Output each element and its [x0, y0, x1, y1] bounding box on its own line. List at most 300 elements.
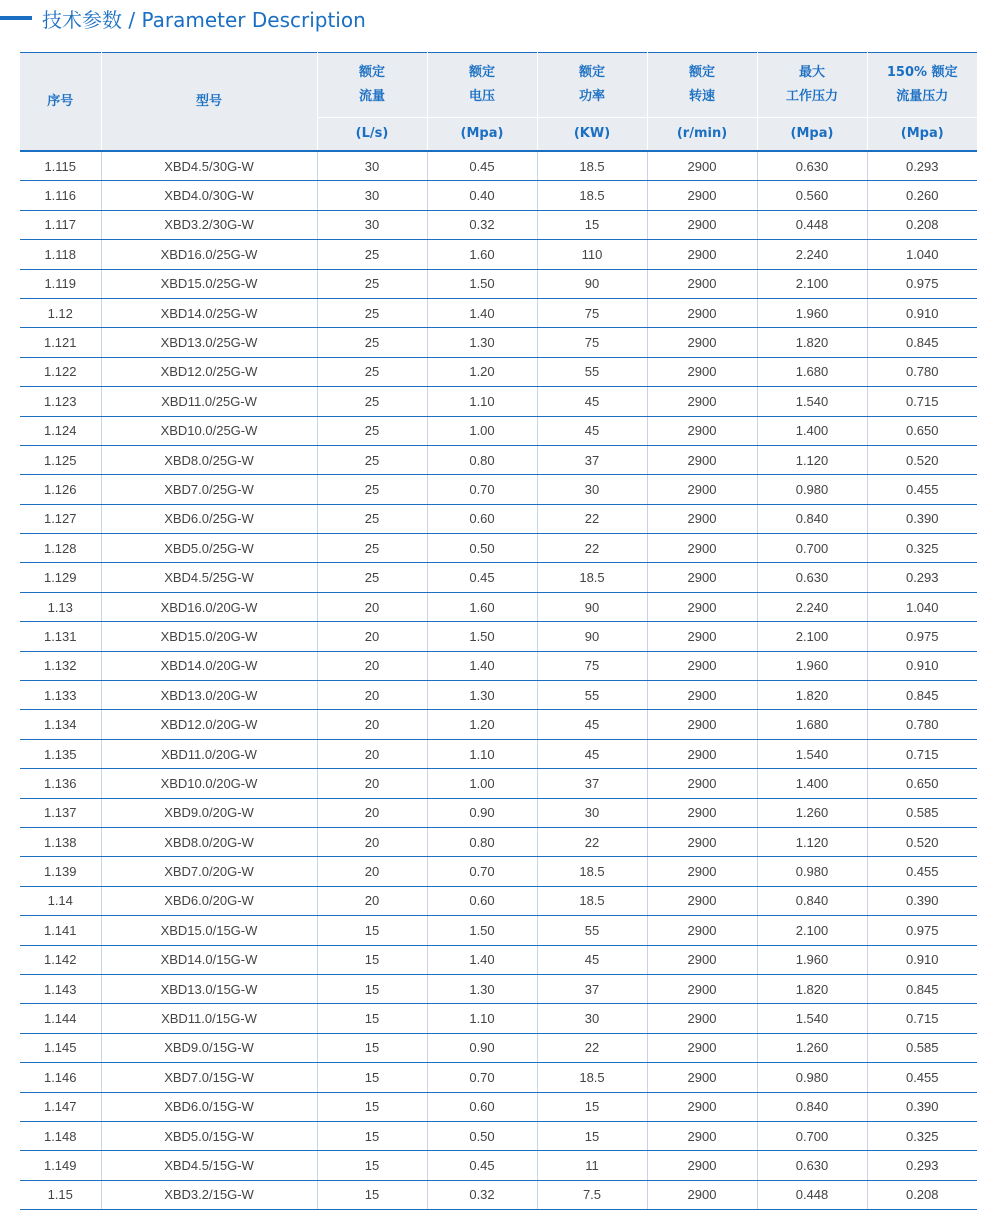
table-row [20, 504, 977, 533]
unit-power: (KW) [537, 118, 647, 152]
cell-power: 22 [537, 1033, 647, 1062]
cell-speed: 2900 [647, 387, 757, 416]
cell-flow-pressure: 0.845 [867, 974, 977, 1003]
table-row [20, 827, 977, 856]
cell-seq: 1.13 [20, 592, 101, 621]
cell-model: XBD6.0/20G-W [101, 886, 317, 915]
cell-speed: 2900 [647, 622, 757, 651]
cell-power: 15 [537, 1092, 647, 1121]
cell-speed: 2900 [647, 416, 757, 445]
cell-flow-pressure: 0.325 [867, 534, 977, 563]
cell-seq: 1.146 [20, 1063, 101, 1092]
cell-pressure: 1.40 [427, 298, 537, 327]
cell-power: 55 [537, 357, 647, 386]
cell-flow: 15 [317, 916, 427, 945]
cell-speed: 2900 [647, 269, 757, 298]
cell-power: 45 [537, 710, 647, 739]
cell-speed: 2900 [647, 475, 757, 504]
cell-flow-pressure: 0.910 [867, 298, 977, 327]
cell-power: 45 [537, 739, 647, 768]
cell-seq: 1.129 [20, 563, 101, 592]
cell-seq: 1.118 [20, 240, 101, 269]
cell-power: 37 [537, 769, 647, 798]
cell-power: 37 [537, 974, 647, 1003]
cell-flow-pressure: 0.585 [867, 798, 977, 827]
cell-max-pressure: 2.100 [757, 622, 867, 651]
table-row [20, 592, 977, 621]
cell-flow: 25 [317, 328, 427, 357]
cell-seq: 1.136 [20, 769, 101, 798]
cell-pressure: 0.32 [427, 210, 537, 239]
cell-speed: 2900 [647, 298, 757, 327]
cell-flow: 20 [317, 710, 427, 739]
cell-flow-pressure: 0.910 [867, 945, 977, 974]
cell-max-pressure: 0.840 [757, 886, 867, 915]
cell-max-pressure: 2.240 [757, 240, 867, 269]
table-row [20, 1092, 977, 1121]
cell-max-pressure: 0.840 [757, 1092, 867, 1121]
cell-model: XBD15.0/20G-W [101, 622, 317, 651]
cell-model: XBD13.0/20G-W [101, 681, 317, 710]
table-row [20, 475, 977, 504]
cell-max-pressure: 1.960 [757, 651, 867, 680]
cell-flow-pressure: 0.325 [867, 1121, 977, 1150]
cell-max-pressure: 0.840 [757, 504, 867, 533]
cell-model: XBD5.0/15G-W [101, 1121, 317, 1150]
cell-power: 30 [537, 798, 647, 827]
cell-seq: 1.145 [20, 1033, 101, 1062]
cell-model: XBD14.0/25G-W [101, 298, 317, 327]
cell-seq: 1.131 [20, 622, 101, 651]
cell-flow-pressure: 0.780 [867, 710, 977, 739]
cell-flow: 15 [317, 1004, 427, 1033]
header-flow-pressure: 150% 额定 流量压力 [867, 53, 977, 118]
header-speed: 额定 转速 [647, 53, 757, 118]
cell-power: 15 [537, 1121, 647, 1150]
cell-flow: 25 [317, 240, 427, 269]
cell-flow-pressure: 0.390 [867, 504, 977, 533]
cell-flow-pressure: 0.650 [867, 416, 977, 445]
cell-pressure: 1.50 [427, 269, 537, 298]
cell-max-pressure: 1.540 [757, 387, 867, 416]
cell-max-pressure: 1.820 [757, 974, 867, 1003]
cell-max-pressure: 1.400 [757, 416, 867, 445]
cell-max-pressure: 1.540 [757, 1004, 867, 1033]
cell-flow: 20 [317, 769, 427, 798]
table-body [20, 151, 977, 1210]
cell-seq: 1.14 [20, 886, 101, 915]
cell-seq: 1.126 [20, 475, 101, 504]
cell-speed: 2900 [647, 151, 757, 181]
cell-speed: 2900 [647, 739, 757, 768]
cell-max-pressure: 2.240 [757, 592, 867, 621]
cell-max-pressure: 1.820 [757, 328, 867, 357]
header-pressure: 额定 电压 [427, 53, 537, 118]
cell-model: XBD14.0/20G-W [101, 651, 317, 680]
unit-pressure: (Mpa) [427, 118, 537, 152]
cell-model: XBD6.0/15G-W [101, 1092, 317, 1121]
cell-max-pressure: 1.120 [757, 827, 867, 856]
cell-seq: 1.138 [20, 827, 101, 856]
cell-model: XBD12.0/25G-W [101, 357, 317, 386]
table-row [20, 651, 977, 680]
cell-pressure: 0.45 [427, 563, 537, 592]
cell-pressure: 1.10 [427, 739, 537, 768]
cell-speed: 2900 [647, 357, 757, 386]
cell-flow: 15 [317, 1033, 427, 1062]
cell-power: 18.5 [537, 181, 647, 210]
cell-flow: 25 [317, 416, 427, 445]
cell-seq: 1.142 [20, 945, 101, 974]
cell-model: XBD4.5/30G-W [101, 151, 317, 181]
cell-power: 18.5 [537, 857, 647, 886]
cell-flow-pressure: 0.260 [867, 181, 977, 210]
cell-max-pressure: 0.630 [757, 151, 867, 181]
section-title: 技术参数 / Parameter Description [42, 8, 366, 32]
cell-speed: 2900 [647, 857, 757, 886]
cell-max-pressure: 0.630 [757, 563, 867, 592]
table-row [20, 886, 977, 915]
cell-flow: 25 [317, 475, 427, 504]
cell-max-pressure: 0.448 [757, 210, 867, 239]
table-row [20, 387, 977, 416]
cell-power: 110 [537, 240, 647, 269]
header-flow: 额定 流量 [317, 53, 427, 118]
unit-flow-pressure: (Mpa) [867, 118, 977, 152]
cell-flow-pressure: 0.390 [867, 886, 977, 915]
cell-model: XBD12.0/20G-W [101, 710, 317, 739]
cell-pressure: 0.50 [427, 534, 537, 563]
table-row [20, 1121, 977, 1150]
cell-seq: 1.141 [20, 916, 101, 945]
cell-max-pressure: 0.448 [757, 1180, 867, 1209]
cell-speed: 2900 [647, 181, 757, 210]
cell-pressure: 0.80 [427, 827, 537, 856]
cell-flow: 20 [317, 681, 427, 710]
cell-pressure: 1.00 [427, 769, 537, 798]
cell-seq: 1.135 [20, 739, 101, 768]
cell-flow-pressure: 0.975 [867, 916, 977, 945]
cell-pressure: 1.00 [427, 416, 537, 445]
cell-speed: 2900 [647, 651, 757, 680]
table-row [20, 240, 977, 269]
table-row [20, 416, 977, 445]
cell-pressure: 1.20 [427, 710, 537, 739]
cell-speed: 2900 [647, 710, 757, 739]
header-model: 型号 [101, 53, 317, 152]
cell-flow-pressure: 0.585 [867, 1033, 977, 1062]
cell-max-pressure: 0.630 [757, 1151, 867, 1180]
cell-flow: 15 [317, 1180, 427, 1209]
cell-flow: 20 [317, 886, 427, 915]
cell-flow-pressure: 0.455 [867, 857, 977, 886]
cell-power: 7.5 [537, 1180, 647, 1209]
cell-flow-pressure: 0.293 [867, 1151, 977, 1180]
cell-seq: 1.125 [20, 445, 101, 474]
table-row [20, 1180, 977, 1209]
cell-pressure: 1.50 [427, 622, 537, 651]
cell-seq: 1.123 [20, 387, 101, 416]
cell-power: 55 [537, 916, 647, 945]
cell-flow-pressure: 0.715 [867, 387, 977, 416]
section-header [0, 0, 985, 40]
cell-model: XBD15.0/15G-W [101, 916, 317, 945]
header-power: 额定 功率 [537, 53, 647, 118]
cell-seq: 1.124 [20, 416, 101, 445]
cell-max-pressure: 1.680 [757, 357, 867, 386]
cell-pressure: 0.40 [427, 181, 537, 210]
cell-seq: 1.144 [20, 1004, 101, 1033]
cell-power: 22 [537, 504, 647, 533]
cell-pressure: 0.32 [427, 1180, 537, 1209]
table-row [20, 681, 977, 710]
cell-speed: 2900 [647, 1180, 757, 1209]
cell-seq: 1.132 [20, 651, 101, 680]
cell-flow-pressure: 1.040 [867, 240, 977, 269]
cell-power: 37 [537, 445, 647, 474]
cell-model: XBD7.0/20G-W [101, 857, 317, 886]
table-row [20, 298, 977, 327]
cell-model: XBD3.2/30G-W [101, 210, 317, 239]
table-row [20, 1151, 977, 1180]
cell-seq: 1.12 [20, 298, 101, 327]
cell-seq: 1.143 [20, 974, 101, 1003]
table-row [20, 563, 977, 592]
cell-seq: 1.117 [20, 210, 101, 239]
cell-power: 90 [537, 592, 647, 621]
cell-power: 55 [537, 681, 647, 710]
table-row [20, 210, 977, 239]
cell-seq: 1.148 [20, 1121, 101, 1150]
cell-model: XBD10.0/20G-W [101, 769, 317, 798]
cell-seq: 1.119 [20, 269, 101, 298]
cell-pressure: 1.30 [427, 681, 537, 710]
table-row [20, 739, 977, 768]
parameter-table [20, 52, 977, 1210]
cell-model: XBD4.5/15G-W [101, 1151, 317, 1180]
cell-flow-pressure: 0.845 [867, 328, 977, 357]
cell-power: 30 [537, 475, 647, 504]
table-row [20, 769, 977, 798]
cell-speed: 2900 [647, 916, 757, 945]
cell-speed: 2900 [647, 1092, 757, 1121]
header-seq: 序号 [20, 53, 101, 152]
cell-seq: 1.133 [20, 681, 101, 710]
cell-flow: 25 [317, 534, 427, 563]
cell-speed: 2900 [647, 945, 757, 974]
cell-speed: 2900 [647, 798, 757, 827]
table-header [20, 53, 977, 152]
cell-flow: 25 [317, 563, 427, 592]
cell-speed: 2900 [647, 534, 757, 563]
cell-speed: 2900 [647, 592, 757, 621]
table-row [20, 1063, 977, 1092]
cell-flow: 20 [317, 622, 427, 651]
cell-max-pressure: 1.260 [757, 1033, 867, 1062]
table-row [20, 622, 977, 651]
cell-pressure: 0.45 [427, 1151, 537, 1180]
cell-flow: 25 [317, 298, 427, 327]
cell-flow: 15 [317, 945, 427, 974]
cell-max-pressure: 0.980 [757, 857, 867, 886]
cell-flow-pressure: 0.208 [867, 210, 977, 239]
cell-max-pressure: 1.960 [757, 945, 867, 974]
cell-power: 45 [537, 416, 647, 445]
cell-seq: 1.115 [20, 151, 101, 181]
table-row [20, 1033, 977, 1062]
cell-flow-pressure: 0.975 [867, 269, 977, 298]
cell-max-pressure: 1.540 [757, 739, 867, 768]
cell-pressure: 1.10 [427, 387, 537, 416]
cell-model: XBD13.0/25G-W [101, 328, 317, 357]
cell-power: 18.5 [537, 1063, 647, 1092]
cell-flow-pressure: 0.975 [867, 622, 977, 651]
cell-flow-pressure: 0.208 [867, 1180, 977, 1209]
cell-power: 18.5 [537, 886, 647, 915]
cell-pressure: 1.50 [427, 916, 537, 945]
cell-flow: 20 [317, 857, 427, 886]
cell-flow: 15 [317, 974, 427, 1003]
cell-speed: 2900 [647, 886, 757, 915]
cell-pressure: 1.30 [427, 974, 537, 1003]
table-row [20, 945, 977, 974]
cell-flow-pressure: 0.520 [867, 827, 977, 856]
cell-model: XBD14.0/15G-W [101, 945, 317, 974]
cell-max-pressure: 2.100 [757, 916, 867, 945]
cell-max-pressure: 0.700 [757, 1121, 867, 1150]
cell-model: XBD15.0/25G-W [101, 269, 317, 298]
cell-flow: 20 [317, 827, 427, 856]
cell-seq: 1.147 [20, 1092, 101, 1121]
cell-seq: 1.134 [20, 710, 101, 739]
cell-flow: 25 [317, 357, 427, 386]
cell-max-pressure: 0.560 [757, 181, 867, 210]
cell-flow-pressure: 0.455 [867, 475, 977, 504]
cell-max-pressure: 2.100 [757, 269, 867, 298]
cell-power: 22 [537, 534, 647, 563]
cell-flow-pressure: 1.040 [867, 592, 977, 621]
cell-power: 18.5 [537, 563, 647, 592]
cell-flow-pressure: 0.780 [867, 357, 977, 386]
cell-power: 45 [537, 945, 647, 974]
cell-model: XBD9.0/20G-W [101, 798, 317, 827]
cell-pressure: 1.40 [427, 945, 537, 974]
table-row [20, 534, 977, 563]
cell-speed: 2900 [647, 681, 757, 710]
cell-speed: 2900 [647, 563, 757, 592]
cell-speed: 2900 [647, 827, 757, 856]
cell-flow-pressure: 0.520 [867, 445, 977, 474]
cell-power: 90 [537, 622, 647, 651]
cell-model: XBD4.5/25G-W [101, 563, 317, 592]
cell-speed: 2900 [647, 445, 757, 474]
cell-flow: 15 [317, 1151, 427, 1180]
cell-flow: 20 [317, 739, 427, 768]
cell-flow-pressure: 0.650 [867, 769, 977, 798]
cell-flow: 25 [317, 445, 427, 474]
cell-flow: 20 [317, 651, 427, 680]
cell-speed: 2900 [647, 1151, 757, 1180]
cell-speed: 2900 [647, 328, 757, 357]
cell-seq: 1.116 [20, 181, 101, 210]
cell-pressure: 1.20 [427, 357, 537, 386]
cell-max-pressure: 0.980 [757, 475, 867, 504]
title-accent-bar [0, 16, 32, 20]
cell-pressure: 0.60 [427, 1092, 537, 1121]
cell-flow: 25 [317, 504, 427, 533]
cell-seq: 1.139 [20, 857, 101, 886]
cell-pressure: 1.30 [427, 328, 537, 357]
cell-power: 45 [537, 387, 647, 416]
cell-speed: 2900 [647, 504, 757, 533]
table-row [20, 857, 977, 886]
table-row [20, 916, 977, 945]
cell-flow: 20 [317, 592, 427, 621]
cell-pressure: 0.70 [427, 857, 537, 886]
cell-flow: 15 [317, 1063, 427, 1092]
cell-speed: 2900 [647, 210, 757, 239]
cell-model: XBD16.0/25G-W [101, 240, 317, 269]
cell-flow: 25 [317, 269, 427, 298]
cell-pressure: 0.45 [427, 151, 537, 181]
cell-speed: 2900 [647, 769, 757, 798]
cell-model: XBD10.0/25G-W [101, 416, 317, 445]
cell-pressure: 0.90 [427, 798, 537, 827]
cell-seq: 1.128 [20, 534, 101, 563]
cell-flow: 30 [317, 151, 427, 181]
cell-pressure: 0.80 [427, 445, 537, 474]
cell-flow-pressure: 0.910 [867, 651, 977, 680]
cell-power: 15 [537, 210, 647, 239]
cell-pressure: 1.60 [427, 592, 537, 621]
cell-flow: 25 [317, 387, 427, 416]
cell-seq: 1.137 [20, 798, 101, 827]
cell-max-pressure: 1.120 [757, 445, 867, 474]
cell-flow-pressure: 0.845 [867, 681, 977, 710]
table-row [20, 328, 977, 357]
cell-model: XBD7.0/15G-W [101, 1063, 317, 1092]
cell-max-pressure: 1.820 [757, 681, 867, 710]
table-row [20, 710, 977, 739]
cell-power: 75 [537, 651, 647, 680]
cell-max-pressure: 0.700 [757, 534, 867, 563]
cell-seq: 1.122 [20, 357, 101, 386]
cell-flow: 15 [317, 1121, 427, 1150]
cell-power: 75 [537, 328, 647, 357]
cell-power: 30 [537, 1004, 647, 1033]
cell-model: XBD13.0/15G-W [101, 974, 317, 1003]
cell-model: XBD3.2/15G-W [101, 1180, 317, 1209]
cell-speed: 2900 [647, 1033, 757, 1062]
cell-speed: 2900 [647, 974, 757, 1003]
cell-pressure: 0.90 [427, 1033, 537, 1062]
cell-model: XBD4.0/30G-W [101, 181, 317, 210]
header-max-pressure: 最大 工作压力 [757, 53, 867, 118]
cell-power: 18.5 [537, 151, 647, 181]
cell-pressure: 1.60 [427, 240, 537, 269]
cell-speed: 2900 [647, 1004, 757, 1033]
cell-flow-pressure: 0.715 [867, 1004, 977, 1033]
cell-max-pressure: 0.980 [757, 1063, 867, 1092]
cell-max-pressure: 1.400 [757, 769, 867, 798]
table-row [20, 151, 977, 181]
cell-pressure: 0.60 [427, 886, 537, 915]
table-row [20, 798, 977, 827]
cell-model: XBD16.0/20G-W [101, 592, 317, 621]
cell-seq: 1.121 [20, 328, 101, 357]
cell-flow: 20 [317, 798, 427, 827]
cell-power: 75 [537, 298, 647, 327]
